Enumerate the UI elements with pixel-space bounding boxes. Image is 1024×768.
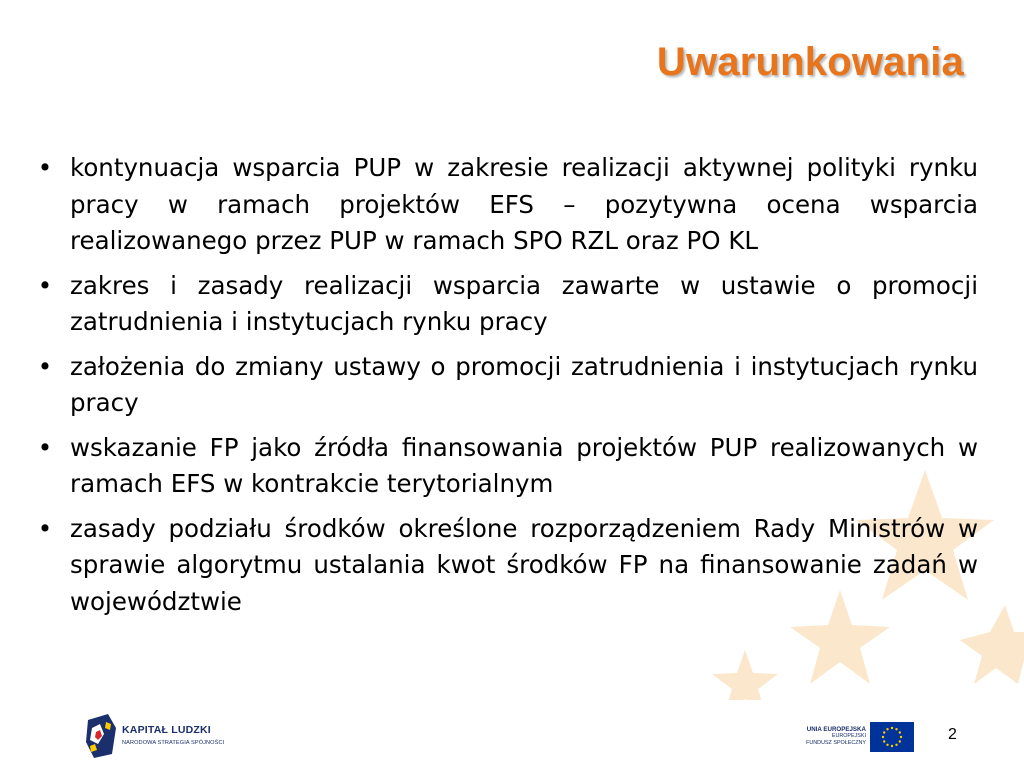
eu-line-1: UNIA EUROPEJSKA xyxy=(806,726,866,733)
eu-efs-logo xyxy=(790,718,914,754)
bullet-item xyxy=(30,349,978,422)
bullet-text: wskazanie FP jako źródła finansowania projektów PUP realizowanych w ramach EFS w kontrakcie terytorialnym xyxy=(70,432,978,498)
kapital-ludzki-logo xyxy=(86,714,226,758)
bullet-item xyxy=(30,430,978,503)
bullet-marker: • xyxy=(37,513,53,543)
kapital-ludzki-emblem-icon xyxy=(86,714,118,758)
bullet-text: założenia do zmiany ustawy o promocji zatrudnienia i instytucjach rynku pracy xyxy=(70,351,978,417)
kapital-ludzki-subtitle: NARODOWA STRATEGIA SPÓJNOŚCI xyxy=(122,740,225,746)
eu-flag-icon xyxy=(870,722,914,752)
bullet-item xyxy=(30,150,978,260)
eu-line-3: FUNDUSZ SPOŁECZNY xyxy=(806,740,866,746)
bullet-marker: • xyxy=(37,432,53,462)
bullet-text: kontynuacja wsparcia PUP w zakresie realizacji aktywnej polityki rynku pracy w ramach projektów EFS – pozytywna ocena wsparcia realizowanego przez PUP w ramach SPO RZL oraz PO KL xyxy=(70,153,978,255)
slide-title: Uwarunkowania xyxy=(656,40,964,84)
bullet-marker: • xyxy=(37,153,53,182)
page-number: 2 xyxy=(948,726,957,743)
bullet-text: zakres i zasady realizacji wsparcia zawarte w ustawie o promocji zatrudnienia i instytucjach rynku pracy xyxy=(70,270,978,336)
eu-text-block xyxy=(792,726,866,747)
eu-line-2: EUROPEJSKI xyxy=(831,733,866,739)
kapital-ludzki-name: KAPITAŁ LUDZKI xyxy=(122,724,211,736)
bullet-marker: • xyxy=(37,351,53,381)
bullet-marker: • xyxy=(37,270,53,300)
bullet-list xyxy=(30,150,978,628)
bullet-text: zasady podziału środków określone rozporządzeniem Rady Ministrów w sprawie algorytmu ustalania kwot środków FP na finansowanie zadań w województwie xyxy=(70,513,978,616)
bullet-item xyxy=(30,511,978,621)
bullet-item xyxy=(30,268,978,341)
